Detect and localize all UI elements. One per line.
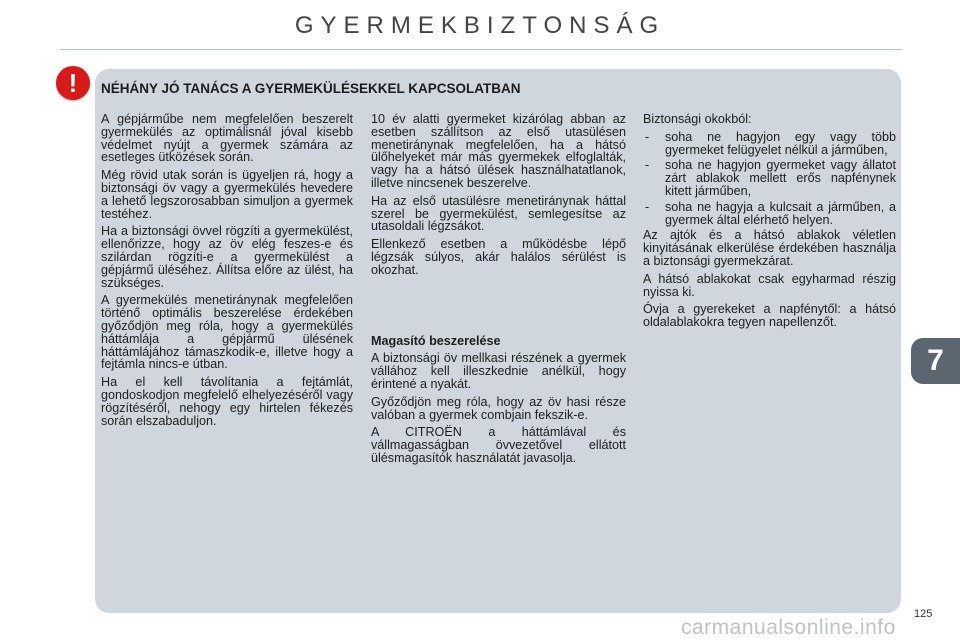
- chapter-tab[interactable]: [911, 338, 960, 384]
- exclamation-circle-icon: !: [56, 66, 90, 100]
- paragraph: A gépjárműbe nem megfelelően beszerelt gyermekülés az optimálisnál jóval kisebb védelmet nyújt a gyermek számára az esetleges ütközések során.: [101, 112, 353, 165]
- page-number: 125: [914, 608, 933, 620]
- paragraph: 10 év alatti gyermeket kizárólag abban az esetben szállítson az első utasülésen menetiránynak megfelelően, ha a hátsó ülőhelyeket már más gyermekek elfoglalták, vagy ha a hátsó ülések használhatatlanok, illetve nincsenek beszerelve.: [371, 112, 626, 190]
- list-item: [643, 159, 896, 197]
- dash-bullet: -: [645, 199, 650, 214]
- title-divider: [60, 49, 902, 50]
- list-item: [643, 201, 896, 227]
- paragraph: A biztonsági öv mellkasi részének a gyermek vállához kell illeszkednie anélkül, hogy érintené a nyakát.: [371, 351, 626, 391]
- column-2: [371, 113, 626, 470]
- paragraph: A hátsó ablakokat csak egyharmad részig nyissa ki.: [643, 271, 896, 299]
- list-item-text: soha ne hagyjon gyermeket vagy állatot zárt ablakok mellett erős napfénynek kitett járműben,: [665, 158, 896, 198]
- paragraph: A gyermekülés menetiránynak megfelelően történő optimális beszerelése érdekében győződjön meg róla, hogy a gyermekülés háttámlája a gépjármű ülésének háttámlájához támaszkodik-e, illetve hogy a fejtámla nincs-e útban.: [101, 293, 353, 372]
- list-item: [643, 131, 896, 157]
- page-title: GYERMEKBIZTONSÁG: [294, 12, 666, 39]
- section-heading: NÉHÁNY JÓ TANÁCS A GYERMEKÜLÉSEKKEL KAPCSOLATBAN: [101, 81, 521, 96]
- paragraph: Óvja a gyerekeket a napfénytől: a hátsó oldalablakokra tegyen napellenzőt.: [643, 302, 896, 330]
- safety-intro: Biztonsági okokból:: [643, 112, 752, 126]
- column-1: [101, 113, 353, 432]
- chapter-number: 7: [927, 344, 944, 377]
- watermark: carmanualsonline.info: [681, 616, 896, 639]
- list-item-text: soha ne hagyjon egy vagy több gyermeket felügyelet nélkül a járműben,: [665, 129, 896, 157]
- safety-list: [643, 131, 896, 227]
- column-3: [643, 113, 896, 334]
- list-item-text: soha ne hagyja a kulcsait a járműben, a gyermek által elérhető helyen.: [665, 199, 896, 227]
- paragraph: Még rövid utak során is ügyeljen rá, hogy a biztonsági öv vagy a gyermekülés hevedere a lehető legszorosabban simuljon a gyermek testéhez.: [101, 168, 353, 221]
- paragraph: Ha a biztonsági övvel rögzíti a gyermekülést, ellenőrizze, hogy az öv elég feszes-e és szilárdan rögzíti-e a gyermekülést a gépjármű üléséhez. Állítsa előre az ülést, ha szükséges.: [101, 224, 353, 290]
- paragraph: Győződjön meg róla, hogy az öv hasi része valóban a gyermek combjain fekszik-e.: [371, 394, 626, 422]
- paragraph: Ha az első utasülésre menetiránynak háttal szerel be gyermekülést, semlegesítse az utasoldali légzsákot.: [371, 193, 626, 234]
- paragraph: A CITROËN a háttámlával és vállmagasságban övvezetővel ellátott ülésmagasítók használatát javasolja.: [371, 425, 626, 465]
- dash-bullet: -: [645, 129, 650, 144]
- paragraph: Az ajtók és a hátsó ablakok véletlen kinyitásának elkerülése érdekében használja a biztonsági gyermekzárat.: [643, 228, 896, 268]
- paragraph: Ha el kell távolítania a fejtámlát, gondoskodjon megfelelő elhelyezéséről vagy rögzítéséről, nehogy egy hirtelen fékezés során elszabaduljon.: [101, 375, 353, 428]
- booster-subheading: Magasító beszerelése: [371, 333, 501, 348]
- dash-bullet: -: [645, 158, 650, 173]
- paragraph: Ellenkező esetben a működésbe lépő légzsák súlyos, akár halálos sérülést is okozhat.: [371, 237, 626, 277]
